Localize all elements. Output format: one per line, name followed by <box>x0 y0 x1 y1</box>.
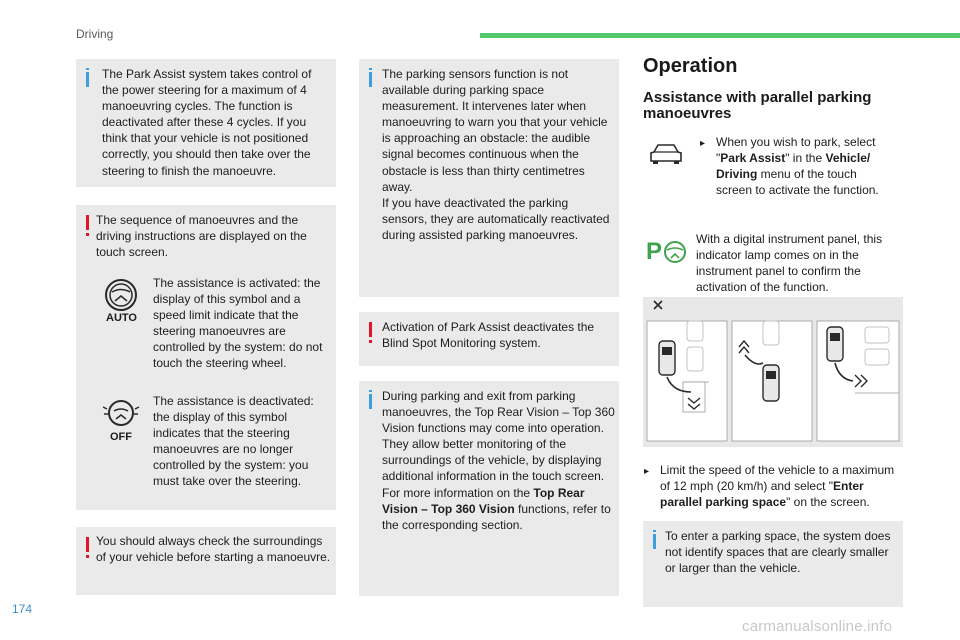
text-run: When you wish to park, select " <box>716 135 876 165</box>
bold-run: Enter parallel parking space <box>660 479 864 509</box>
parking-diagram-graphic <box>643 297 903 447</box>
off-label: OFF <box>110 431 132 443</box>
off-text: The assistance is deactivated: the display of this symbol indicates that the steering manoeuvres are no longer controlled by the system: you must take over the steering. <box>153 394 314 489</box>
note-box-info-space-size <box>643 521 903 607</box>
note-box-info-park-assist-cycles <box>76 59 336 187</box>
lamp-text: With a digital instrument panel, this indicator lamp comes on in the instrument panel to confirm the activation of the function. <box>696 232 883 294</box>
text-run: functions, refer to the corresponding section. <box>382 501 611 532</box>
warning-box-blind-spot <box>359 312 619 366</box>
park-assist-indicator-icon <box>646 236 688 266</box>
text-run: " in the <box>785 151 826 165</box>
note-text: The Park Assist system takes control of the power steering for a maximum of 4 manoeuvring cycles. The function is deactivated after these 4 cycles. If you think that your vehicle is not positioned correctly, you should then take over the steering to finish the manoeuvre. <box>102 67 312 178</box>
bold-run: Top Rear Vision – Top 360 Vision <box>382 485 585 516</box>
info-marker-icon <box>653 534 656 549</box>
bullet-arrow-icon: ▸ <box>700 138 706 149</box>
warning-marker-icon <box>369 322 372 337</box>
warning-text: You should always check the surroundings of your vehicle before starting a manoeuvre. <box>96 534 331 565</box>
header-accent-bar <box>480 33 960 38</box>
section-title: Operation <box>643 55 738 77</box>
svg-text:P: P <box>646 238 663 265</box>
bold-run: Vehicle/ Driving <box>716 151 871 181</box>
steering-wheel-off-icon <box>101 395 141 431</box>
note-text: To enter a parking space, the system does not identify spaces that are clearly smaller or larger than the vehicle. <box>665 529 891 576</box>
close-icon <box>654 301 662 309</box>
page-number: 174 <box>12 602 33 616</box>
auto-label: AUTO <box>106 312 137 324</box>
watermark: carmanualsonline.info <box>742 618 893 635</box>
info-marker-icon <box>369 72 372 87</box>
note-box-info-top-vision <box>359 381 619 596</box>
info-marker-icon <box>86 72 89 87</box>
bullet-arrow-icon: ▸ <box>644 466 650 477</box>
parking-diagram <box>643 297 903 447</box>
text-run: " on the screen. <box>786 495 870 509</box>
note-text: During parking and exit from parking manoeuvres, the Top Rear Vision – Top 360 Vision functions may come into operation. They allow better monitoring of the surroundings of the vehicle, by displaying additional information in the touch screen. <box>382 389 615 484</box>
warning-marker-icon <box>86 537 89 552</box>
warning-text: Activation of Park Assist deactivates the Blind Spot Monitoring system. <box>382 320 595 351</box>
step-select-park-assist <box>716 134 896 198</box>
header-section-label: Driving <box>76 27 114 41</box>
note-box-info-parking-sensors <box>359 59 619 297</box>
steering-wheel-auto-icon <box>103 277 139 313</box>
note-text: The parking sensors function is not available during parking space measurement. It intervenes later when manoeuvring to warn you that your vehicle is approaching an obstacle: the audible signal becomes continuous when the obstacle is less than thirty centimetres away. <box>382 67 608 194</box>
text-run: For more information on the <box>382 485 534 500</box>
auto-text: The assistance is activated: the display of this symbol and a speed limit indicate that the steering manoeuvres are controlled by the system: do not touch the steering wheel. <box>153 276 323 371</box>
warning-box-check-surroundings <box>76 527 336 595</box>
warning-box-sequence <box>76 205 336 510</box>
text-run: Limit the speed of the vehicle to a maximum of 12 mph (20 km/h) and select " <box>660 463 895 493</box>
warning-text: The sequence of manoeuvres and the driving instructions are displayed on the touch screen. <box>96 213 307 260</box>
note-text-2: If you have deactivated the parking sensors, they are automatically reactivated during assisted parking manoeuvres. <box>382 195 610 242</box>
note-text-2 <box>382 485 616 533</box>
bold-run: Park Assist <box>720 151 786 165</box>
section-subtitle: Assistance with parallel parking manoeuvres <box>643 89 872 122</box>
car-outline-icon <box>648 142 684 166</box>
step-limit-speed <box>660 462 904 510</box>
warning-marker-icon <box>86 215 89 230</box>
text-run: menu of the touch screen to activate the function. <box>716 167 879 197</box>
info-marker-icon <box>369 394 372 409</box>
